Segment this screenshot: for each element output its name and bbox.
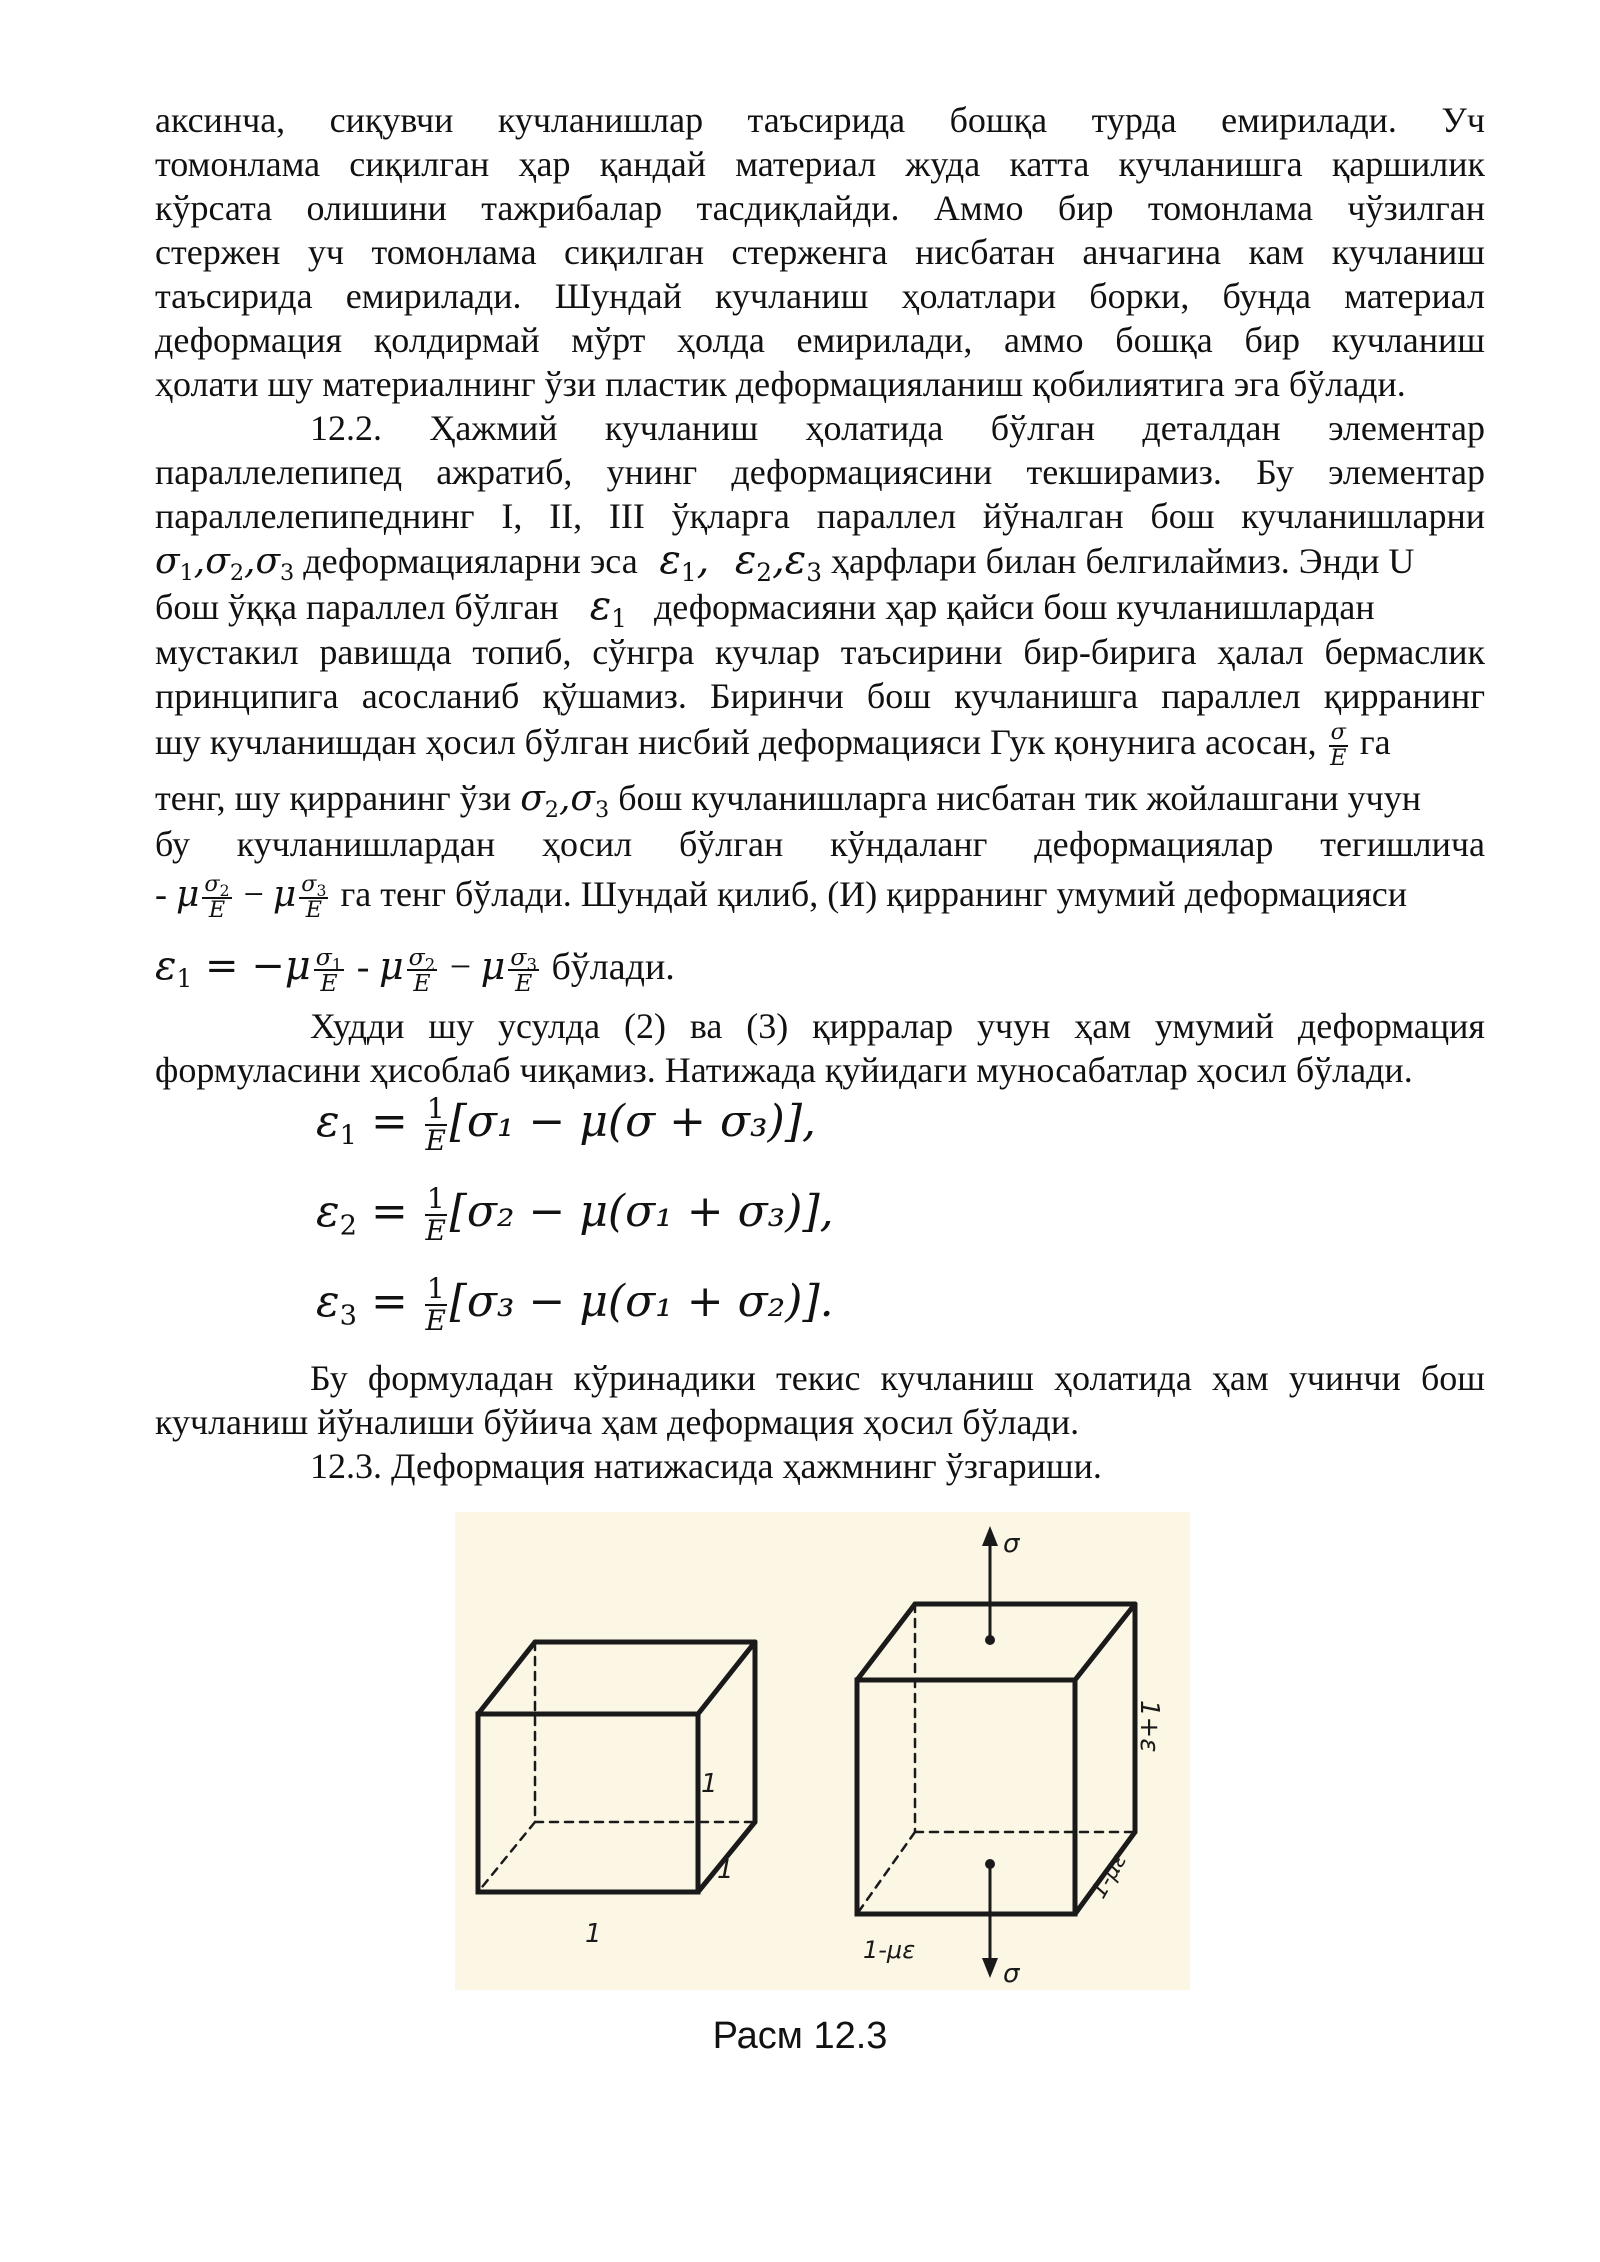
paragraph-line: аксинча, сиқувчи кучланишлар таъсирида бошқа турда емирилади. Уч: [155, 100, 1485, 140]
paragraph-line: Худди шу усулда (2) ва (3) қирралар учун ҳам умумий деформация: [310, 1006, 1485, 1046]
equation-epsilon-1: $\varepsilon_1$ = $\frac{1}{E}$ [σ₁ − μ(σ + σ₃)],: [316, 1092, 816, 1157]
undeformed-cube: [478, 1642, 755, 1892]
paragraph-line: томонлама сиқилган ҳар қандай материал жуда катта кучланишга қаршилик: [155, 144, 1485, 184]
paragraph-line-with-fraction: шу кучланишдан ҳосил бўлган нисбий деформацияси Гук қонунига асосан, $\frac{\sigma}{E}$ га: [155, 719, 1391, 771]
paragraph-line: параллелепипед ажратиб, унинг деформациясини текширамиз. Бу элементар: [155, 452, 1485, 492]
figure-cube-deformation: [455, 1512, 1190, 1990]
label-depth-1-minus-mu-epsilon: 1-με: [1086, 1849, 1133, 1903]
paragraph-line-with-fraction: - μ $\frac{\sigma_2}{E}$ − μ $\frac{\sigma_3}{E}$ га тенг бўлади. Шундай қилиб, (И) қирранинг умумий деформацияси: [155, 871, 1408, 923]
paragraph-line: деформация қолдирмай мўрт ҳолда емирилади, аммо бошқа бир кучланиш: [155, 320, 1485, 360]
paragraph-line: стержен уч томонлама сиқилган стерженга нисбатан анчагина кам кучланиш: [155, 232, 1485, 272]
equation-epsilon-3: $\varepsilon_3$ = $\frac{1}{E}$ [σ₃ − μ(σ₁ + σ₂)].: [316, 1272, 834, 1337]
epsilon1-formula-line: $\varepsilon_1 = -\mu$ $\frac{\sigma_1}{E}$ - μ $\frac{\sigma_2}{E}$ − μ $\frac{\sigma_3}{E}$ бўлади.: [155, 942, 675, 998]
label-left-height: 1: [701, 1769, 718, 1799]
paragraph-line: кўрсата олишини тажрибалар тасдиқлайди. Аммо бир томонлама чўзилган: [155, 188, 1485, 228]
label-height-1-plus-epsilon: 1+ε: [1134, 1700, 1164, 1753]
paragraph-line: бу кучланишлардан ҳосил бўлган кўндаланг деформациялар тегишлича: [155, 824, 1485, 864]
epsilon-symbols: $\varepsilon_1$, $\varepsilon_2,\varepsilon_3$: [646, 537, 823, 587]
paragraph-line-with-symbols: $\sigma_1,\sigma_2,\sigma_3$ деформацияларни эса $\varepsilon_1$, $\varepsilon_2,\varepsilon_3$ ҳарфлари билан белгилаймиз. Энди U: [155, 537, 1415, 587]
label-width-1-minus-mu-epsilon: 1-με: [863, 1936, 916, 1964]
deformed-cube: [857, 1604, 1135, 1914]
cube-deformation-diagram: [455, 1512, 1190, 1990]
sigma-symbols: $\sigma_1,\sigma_2,\sigma_3$: [155, 541, 295, 587]
paragraph-line: ҳолати шу материалнинг ўзи пластик деформацияланиш қобилиятига эга бўлади.: [155, 364, 1406, 404]
paragraph-line-with-symbols: тенг, шу қирранинг ўзи $\sigma_2,\sigma_3$ бош кучланишларга нисбатан тик жойлашгани учун: [155, 778, 1421, 824]
paragraph-line-with-symbols: бош ўққа параллел бўлган $\varepsilon_1$ деформасияни ҳар қайси бош кучланишлардан: [155, 583, 1375, 633]
sigma-over-e-fraction: $\frac{\sigma}{E}$: [1330, 719, 1347, 771]
paragraph-line: кучланиш йўналиши бўйича ҳам деформация ҳосил бўлади.: [155, 1402, 1080, 1442]
epsilon-symbol: $\varepsilon_1$: [589, 583, 627, 633]
paragraph-line: таъсирида емирилади. Шундай кучланиш ҳолатлари борки, бунда материал: [155, 276, 1485, 316]
equation-epsilon-2: $\varepsilon_2$ = $\frac{1}{E}$ [σ₂ − μ(σ₁ + σ₃)],: [316, 1182, 834, 1247]
label-sigma-top: σ: [1003, 1529, 1020, 1559]
paragraph-line: мустакил равишда топиб, сўнгра кучлар таъсирини бир-бирига ҳалал бермаслик: [155, 632, 1485, 672]
figure-caption: Расм 12.3: [712, 2015, 888, 2057]
arrow-down-head-icon: [982, 1958, 998, 1978]
arrow-up-head-icon: [982, 1526, 998, 1546]
label-sigma-bottom: σ: [1003, 1959, 1020, 1989]
paragraph-line: формуласини ҳисоблаб чиқамиз. Натижада қуйидаги муносабатлар ҳосил бўлади.: [155, 1050, 1413, 1090]
section-12-3-heading: 12.3. Деформация натижасида ҳажмнинг ўзгариши.: [310, 1446, 1102, 1486]
paragraph-line: Бу формуладан кўринадики текис кучланиш ҳолатида ҳам учинчи бош: [310, 1358, 1485, 1398]
label-left-width: 1: [585, 1919, 602, 1949]
paragraph-line: параллелепипеднинг I, II, III ўқларга параллел йўналган бош кучланишларни: [155, 496, 1485, 536]
label-left-depth: 1: [717, 1855, 734, 1885]
paragraph-line: принципига асосланиб қўшамиз. Биринчи бош кучланишга параллел қирранинг: [155, 676, 1485, 716]
section-12-2-line: 12.2. Ҳажмий кучланиш ҳолатида бўлган деталдан элементар: [310, 408, 1485, 448]
sigma-symbols: $\sigma_2,\sigma_3$: [520, 778, 610, 824]
